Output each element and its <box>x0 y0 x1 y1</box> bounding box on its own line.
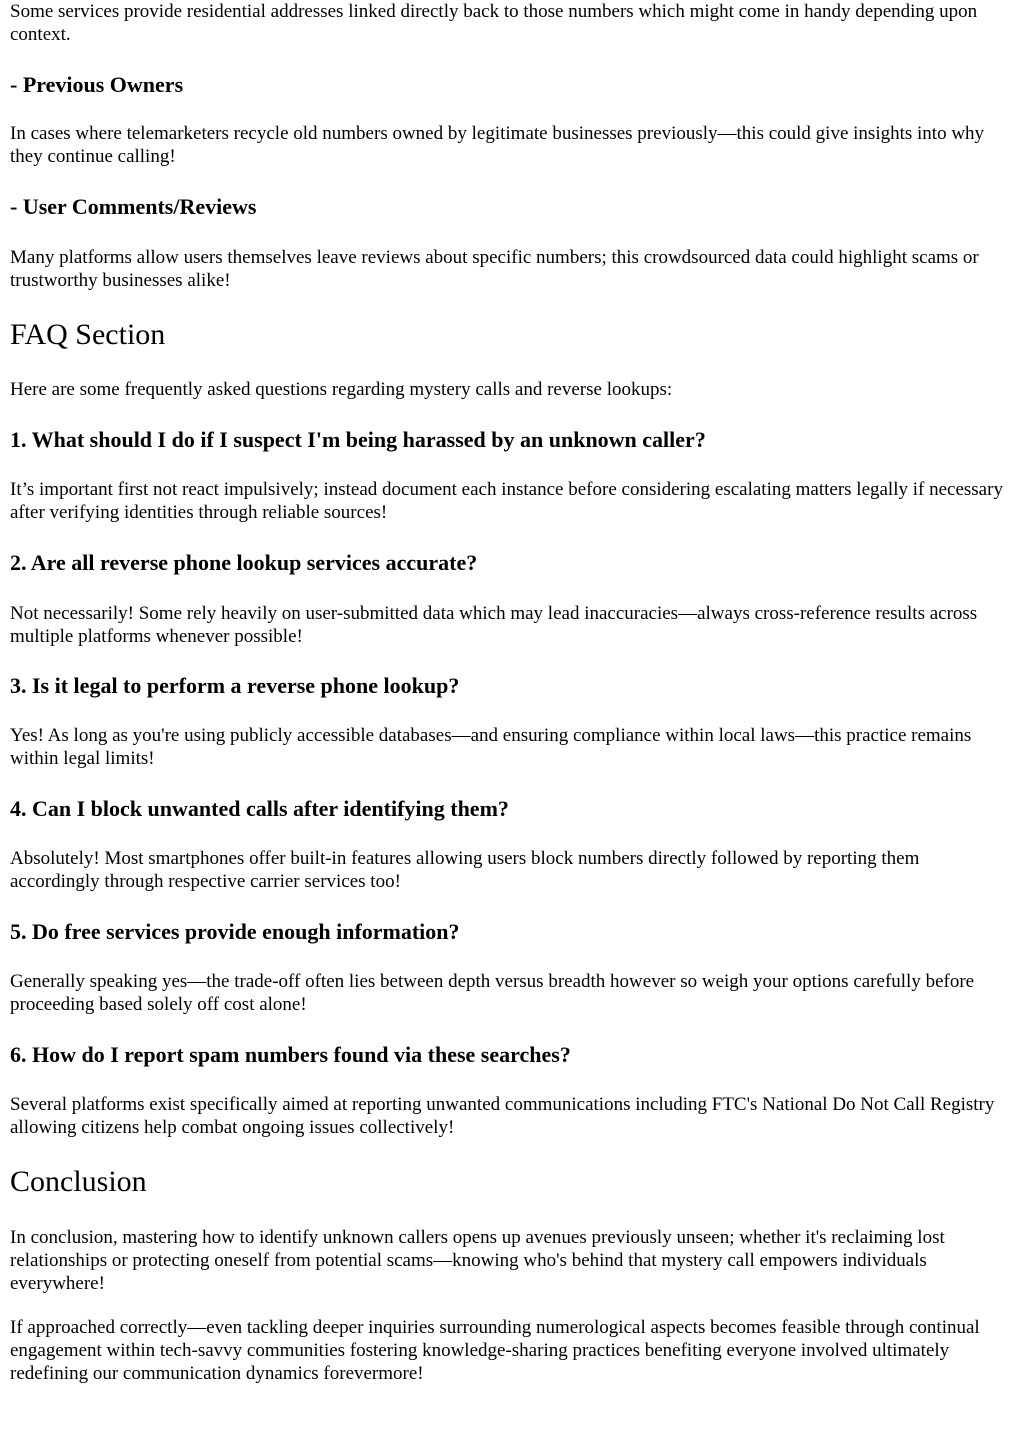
faq-answer-5: Generally speaking yes—the trade-off often lies between depth versus breadth however so weigh your options carefully before proceeding based solely off cost alone! <box>10 971 975 1015</box>
faq-question-6: 6. How do I report spam numbers found via these searches? <box>10 1042 571 1067</box>
faq-question-3: 3. Is it legal to perform a reverse phone lookup? <box>10 673 460 698</box>
faq-answer-3: Yes! As long as you're using publicly accessible databases—and ensuring compliance within local laws—this practice remains within legal limits! <box>10 725 972 769</box>
faq-question-4: 4. Can I block unwanted calls after identifying them? <box>10 796 509 821</box>
faq-answer-2: Not necessarily! Some rely heavily on user-submitted data which may lead inaccuracies—always cross-reference results across multiple platforms whenever possible! <box>10 603 978 647</box>
faq-section-title: FAQ Section <box>10 318 166 351</box>
user-comments-paragraph: Many platforms allow users themselves leave reviews about specific numbers; this crowdsourced data could highlight scams or trustworthy businesses alike! <box>10 247 979 291</box>
conclusion-paragraph-2: If approached correctly—even tackling deeper inquiries surrounding numerological aspects becomes feasible through continual engagement within tech-savvy communities fostering knowledge-sharing practices benefiting everyone involved ultimately redefining our communication dynamics forevermore! <box>10 1317 980 1384</box>
faq-answer-1: It’s important first not react impulsively; instead document each instance before considering escalating matters legally if necessary after verifying identities through reliable sources! <box>10 479 1003 523</box>
faq-intro-paragraph: Here are some frequently asked questions regarding mystery calls and reverse lookups: <box>10 379 673 400</box>
faq-question-1: 1. What should I do if I suspect I'm being harassed by an unknown caller? <box>10 427 706 452</box>
conclusion-paragraph-1: In conclusion, mastering how to identify unknown callers opens up avenues previously unseen; whether it's reclaiming lost relationships or protecting oneself from potential scams—knowing who's behind that mystery call empowers individuals everywhere! <box>10 1227 945 1294</box>
previous-owners-paragraph: In cases where telemarketers recycle old numbers owned by legitimate businesses previously—this could give insights into why they continue calling! <box>10 123 985 167</box>
user-comments-heading: - User Comments/Reviews <box>10 194 257 219</box>
previous-owners-heading: - Previous Owners <box>10 72 184 97</box>
conclusion-title: Conclusion <box>10 1165 147 1198</box>
intro-tail-paragraph: Some services provide residential addresses linked directly back to those numbers which might come in handy depending upon context. <box>10 1 978 45</box>
faq-answer-6: Several platforms exist specifically aimed at reporting unwanted communications including FTC's National Do Not Call Registry allowing citizens help combat ongoing issues collectively! <box>10 1094 995 1138</box>
faq-answer-4: Absolutely! Most smartphones offer built-in features allowing users block numbers directly followed by reporting them accordingly through respective carrier services too! <box>10 848 920 892</box>
faq-question-2: 2. Are all reverse phone lookup services accurate? <box>10 550 478 575</box>
faq-question-5: 5. Do free services provide enough information? <box>10 919 460 944</box>
